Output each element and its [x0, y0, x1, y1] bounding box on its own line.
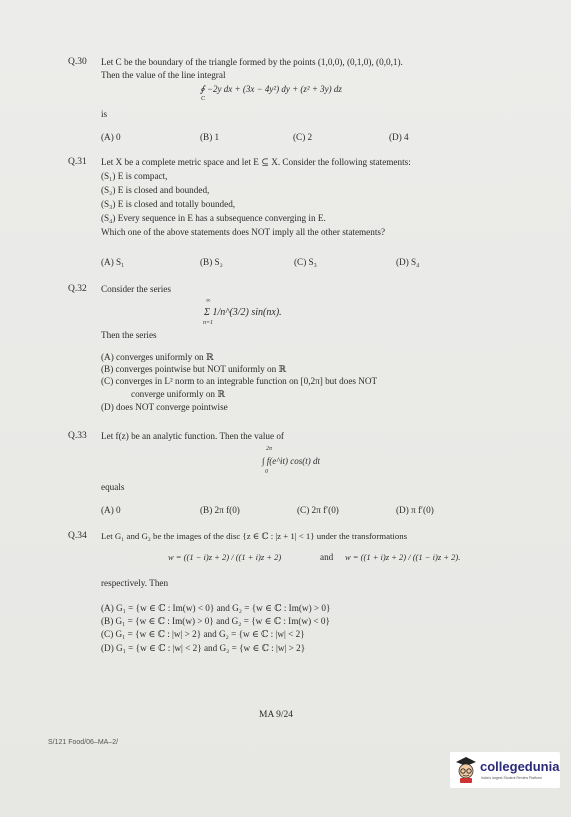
q34-transform-1: w = ((1 − i)z + 2) / ((1 + i)z + 2) — [168, 552, 282, 562]
q31-statement-1: (S₁) E is compact, — [101, 171, 168, 181]
q33-integral: ∫ f(e^it) cos(t) dt — [262, 456, 320, 466]
q34-text-2: respectively. Then — [101, 578, 169, 588]
q32-text-1: Consider the series — [101, 284, 171, 294]
q34-option-c: (C) G₁ = {w ∈ ℂ : |w| > 2} and G₂ = {w ∈ ℂ : |w| < 2} — [101, 629, 305, 639]
q30-option-b: (B) 1 — [200, 132, 220, 142]
q34-option-d: (D) G₁ = {w ∈ ℂ : |w| < 2} and G₂ = {w ∈ ℂ : |w| > 2} — [101, 643, 306, 653]
q33-text-1: Let f(z) be an analytic function. Then the value of — [101, 431, 284, 441]
q34-and: and — [320, 552, 334, 562]
logo-tagline: India's largest Student Review Platform — [481, 776, 542, 780]
q31-option-c: (C) S₃ — [294, 257, 317, 267]
q31-option-b: (B) S₂ — [200, 257, 223, 267]
q30-option-c: (C) 2 — [293, 132, 313, 142]
q33-integral-top: 2π — [266, 446, 273, 452]
q32-option-c-cont: converge uniformly on ℝ — [131, 389, 225, 399]
q30-option-d: (D) 4 — [389, 132, 409, 142]
q34-option-b: (B) G₁ = {w ∈ ℂ : Im(w) > 0} and G₂ = {w ∈ ℂ : Im(w) < 0} — [101, 616, 330, 626]
q30-option-a: (A) 0 — [101, 132, 121, 142]
q32-series: Σ 1/n^(3/2) sin(nx). — [204, 307, 282, 318]
collegedunia-logo — [450, 752, 560, 788]
q32-option-a: (A) converges uniformly on ℝ — [101, 352, 214, 362]
q34-option-a: (A) G₁ = {w ∈ ℂ : Im(w) < 0} and G₂ = {w ∈ ℂ : Im(w) > 0} — [101, 603, 331, 613]
q32-option-c: (C) converges in L² norm to an integrable function on [0,2π] but does NOT — [101, 376, 378, 386]
q32-text-2: Then the series — [101, 330, 157, 340]
q31-option-a: (A) S₁ — [101, 257, 125, 267]
q30-is: is — [101, 109, 108, 119]
q34-transform-2: w = ((1 + i)z + 2) / ((1 − i)z + 2). — [345, 552, 461, 562]
q33-option-a: (A) 0 — [101, 505, 121, 515]
q33-integral-bottom: 0 — [265, 469, 268, 475]
q31-statement-3: (S₃) E is closed and totally bounded, — [101, 199, 236, 209]
q30-text-2: Then the value of the line integral — [101, 70, 226, 80]
q32-series-bottom: n=1 — [203, 320, 214, 326]
q32-series-top: ∞ — [206, 298, 211, 304]
q34-text-1: Let G₁ and G₂ be the images of the disc {z ∈ ℂ : |z + 1| < 1} under the transformations — [101, 531, 408, 541]
q33-option-d: (D) π f′(0) — [396, 505, 434, 515]
q33-option-c: (C) 2π f′(0) — [297, 505, 339, 515]
page-number: MA 9/24 — [259, 710, 294, 720]
q34-number: Q.34 — [68, 531, 87, 541]
q30-integral-sub: C — [201, 96, 206, 102]
q32-option-b: (B) converges pointwise but NOT uniformly on ℝ — [101, 364, 287, 374]
q32-number: Q.32 — [68, 284, 87, 294]
q30-number: Q.30 — [68, 57, 87, 67]
q31-statement-4: (S₄) Every sequence in E has a subsequence converging in E. — [101, 213, 326, 223]
q31-text-1: Let X be a complete metric space and let E ⊆ X. Consider the following statements: — [101, 157, 411, 167]
q30-integral: ∮ −2y dx + (3x − 4y²) dy + (z² + 3y) dz — [200, 84, 342, 94]
logo-wordmark: collegedunia — [480, 759, 560, 774]
q31-text-2: Which one of the above statements does NOT imply all the other statements? — [101, 227, 386, 237]
paper-code: S/121 Food/06–MA–2/ — [48, 739, 119, 746]
q31-statement-2: (S₂) E is closed and bounded, — [101, 185, 210, 195]
q33-number: Q.33 — [68, 431, 87, 441]
q31-number: Q.31 — [68, 157, 87, 167]
mascot-icon — [454, 756, 478, 784]
q33-option-b: (B) 2π f(0) — [200, 505, 240, 515]
q31-option-d: (D) S₄ — [396, 257, 420, 267]
q30-text-1: Let C be the boundary of the triangle formed by the points (1,0,0), (0,1,0), (0,0,1). — [101, 57, 403, 67]
q32-option-d: (D) does NOT converge pointwise — [101, 402, 228, 412]
q33-equals: equals — [101, 482, 125, 492]
